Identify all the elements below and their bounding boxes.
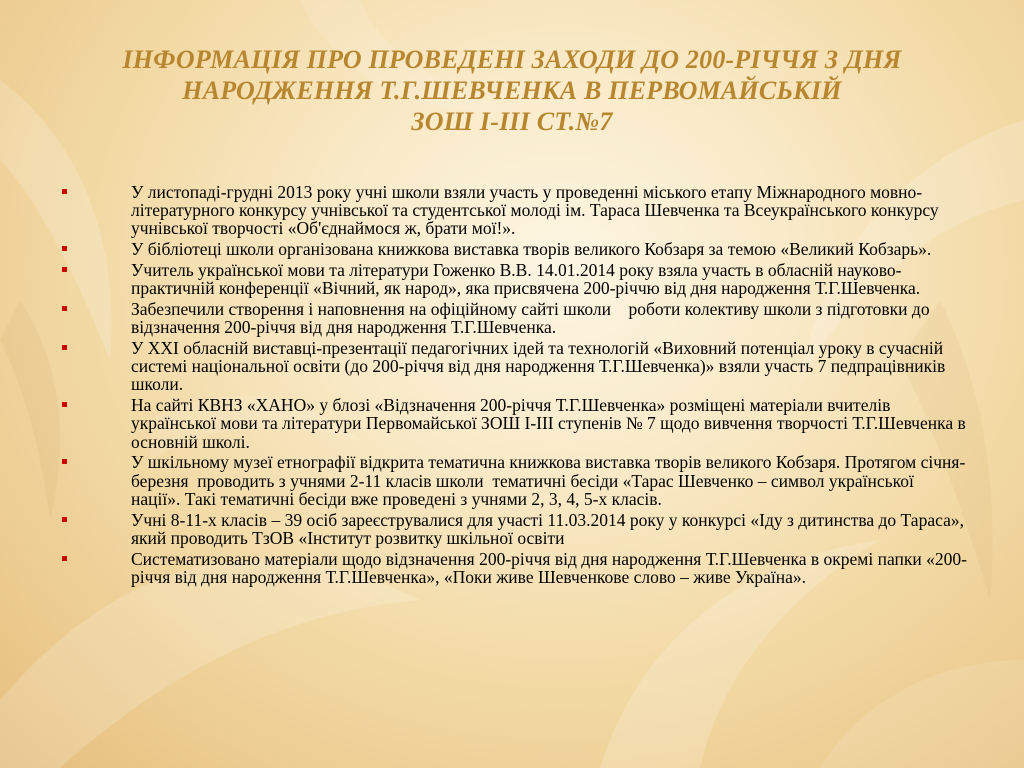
bullet-icon [62, 459, 67, 464]
list-item [62, 339, 967, 394]
slide-title [60, 44, 964, 137]
list-item-text: У XXI обласній виставці-презентації педагогічних ідей та технологій «Виховний потенціал уроку в сучасній системі національної освіти (до 200-річчя від дня народження Т.Г.Шевченка)» взяли участь 7 педпрацівників школи. [131, 338, 946, 395]
bullet-icon [62, 189, 67, 194]
list-item [62, 183, 967, 238]
bullet-icon [62, 306, 67, 311]
list-item [62, 240, 967, 258]
list-item-text: На сайті КВНЗ «ХАНО» у блозі «Відзначення 200-річчя Т.Г.Шевченка» розміщені матеріали вчителів української мови та літератури Первомайської ЗОШ І-ІІІ ступенів № 7 щодо вивчення творчості Т.Г.Шевченка в основній школі. [131, 395, 966, 452]
bullet-icon [62, 267, 67, 272]
list-item [62, 261, 967, 297]
list-item-text: Забезпечили створення і наповнення на офіційному сайті школи роботи колективу школи з підготовки до відзначення 200-річчя від дня народження Т.Г.Шевченка. [131, 299, 934, 338]
list-item-text: У листопаді-грудні 2013 року учні школи взяли участь у проведенні міського етапу Міжнародного мовно-літературного конкурсу учнівської та студентської молоді ім. Тараса Шевченка та Всеукраїнського конкурсу учнівської творчості «Об'єднаймося ж, брати мої!». [131, 182, 939, 239]
bullet-icon [62, 402, 67, 407]
list-item-text: Учні 8-11-х класів – 39 осіб зареєструвалися для участі 11.03.2014 року у конкурсі «Іду з дитинства до Тараса», який проводить ТзОВ «Інститут розвитку шкільної освіти [131, 509, 964, 548]
bullet-icon [62, 246, 67, 251]
bullet-list [62, 183, 967, 589]
bullet-icon [62, 345, 67, 350]
title-line-1: ІНФОРМАЦІЯ ПРО ПРОВЕДЕНІ ЗАХОДИ ДО 200-РІЧЧЯ З ДНЯ [122, 45, 902, 74]
list-item-text: Учитель української мови та літератури Гоженко В.В. 14.01.2014 року взяла участь в обласній науково-практичній конференції «Вічний, як народ», яка присвячена 200-річчю від дня народження Т.Г.Шевченка. [131, 260, 921, 299]
title-line-3: ЗОШ І-ІІІ СТ.№7 [411, 107, 613, 136]
list-item-text: У шкільному музеї етнографії відкрита тематична книжкова виставка творів великого Кобзаря. Протягом січня-березня проводить з учнями 2-11 класів школи тематичні бесіди «Тарас Шевченко – символ української нації». Такі тематичні бесіди вже проведені з учнями 2, 3, 4, 5-х класів. [131, 452, 966, 509]
list-item-text: Систематизовано матеріали щодо відзначення 200-річчя від дня народження Т.Г.Шевченка в окремі папки «200-річчя від дня народження Т.Г.Шевченка», «Поки живе Шевченкове слово – живе Україна». [131, 548, 967, 587]
list-item [62, 511, 967, 547]
title-line-2: НАРОДЖЕННЯ Т.Г.ШЕВЧЕНКА В ПЕРВОМАЙСЬКІЙ [182, 76, 842, 105]
list-item [62, 300, 967, 336]
list-item [62, 550, 967, 586]
list-item-text: У бібліотеці школи організована книжкова виставка творів великого Кобзаря за темою «Великий Кобзарь». [131, 239, 932, 260]
list-item [62, 453, 967, 508]
bullet-icon [62, 517, 67, 522]
bullet-icon [62, 556, 67, 561]
list-item [62, 396, 967, 451]
